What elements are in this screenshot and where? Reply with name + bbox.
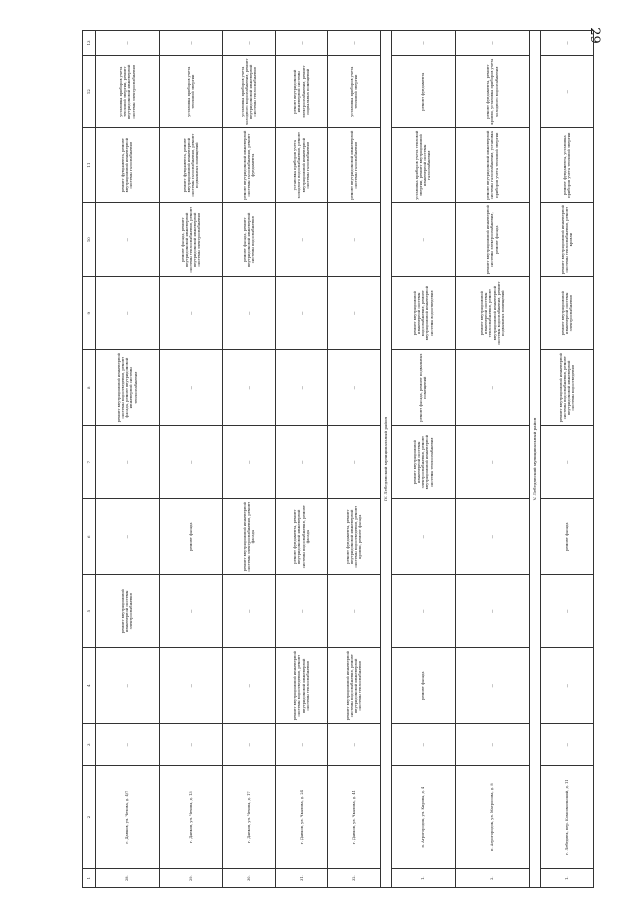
table-cell: ремонт внутридомовой инженерной системы электроснабжения xyxy=(96,575,160,647)
address-cell: п. Агрогородок, ул. Матросова, д. 8 xyxy=(455,765,530,869)
table-cell: — xyxy=(223,724,276,765)
table-cell: ремонт фасада xyxy=(159,498,223,575)
table-cell: ремонт фундамента, ремонт внутридомовой инженерной системы газоснабжения xyxy=(96,128,160,203)
table-cell: — xyxy=(159,426,223,498)
table-cell: — xyxy=(541,575,594,647)
column-header: 8 xyxy=(83,349,96,426)
table-cell: ремонт внутридомовой инженерной системы электроснабжения, ремонт внутридомовой инженерной системы теплоснабжения xyxy=(391,426,455,498)
table-cell: — xyxy=(96,277,160,349)
table-cell: — xyxy=(159,349,223,426)
landscape-sheet xyxy=(82,30,594,888)
address-cell: г. Данков, ул. Чехова, д. 17 xyxy=(223,765,276,869)
table-cell: — xyxy=(275,724,328,765)
table-cell: — xyxy=(455,575,530,647)
table-cell: ремонт внутридомовой инженерной системы электроснабжения, ремонт фасада xyxy=(455,202,530,277)
table-cell: — xyxy=(328,277,381,349)
table-cell: ремонт внутридомовой инженерной системы электроснабжения, ремонт фасада xyxy=(223,498,276,575)
table-cell: — xyxy=(328,426,381,498)
table-cell: — xyxy=(223,349,276,426)
table-cell: — xyxy=(455,724,530,765)
table-cell: ремонт фасада xyxy=(391,647,455,724)
table-cell: ремонт внутридомовой инженерной системы электроснабжения xyxy=(541,277,594,349)
table-cell: ремонт внутридомовой инженерной системы водоснабжения, ремонт внутридомовой инженерной системы водоотведения xyxy=(391,277,455,349)
column-header: 4 xyxy=(83,647,96,724)
address-cell: г. Лебедянь, пер. Комсомольский, д. 11 xyxy=(541,765,594,869)
address-cell: г. Данков, ул. Чкалова, д. 41 xyxy=(328,765,381,869)
column-header: 7 xyxy=(83,426,96,498)
address-cell: г. Данков, ул. Чехова, д. 13 xyxy=(159,765,223,869)
table-cell: — xyxy=(96,31,160,56)
table-cell: ремонт фундамента, ремонт внутридомовой инженерной системы газоснабжения, ремонт подвальных помещений xyxy=(159,128,223,203)
table-cell: ремонт внутридомовой инженерной системы газоснабжения, установка приборов учета тепловой энергии xyxy=(455,128,530,203)
table-cell: ремонт внутридомовой инженерной системы водоотведения, ремонт фасада, ремонт внутридомовой инженерной системы теплоснабжения xyxy=(96,349,160,426)
table-cell: — xyxy=(96,498,160,575)
table-cell: — xyxy=(455,647,530,724)
column-header: 1 xyxy=(83,869,96,888)
page-number: 29 xyxy=(586,27,602,44)
table-cell: ремонт внутридомовой инженерной системы водоснабжения, ремонт внутридомовой инженерной системы теплоснабжения xyxy=(328,647,381,724)
column-header: 3 xyxy=(83,724,96,765)
table-cell: установка приборов учета тепловой энергии xyxy=(328,55,381,127)
table-cell: — xyxy=(159,724,223,765)
address-cell: г. Данков, ул. Чкалова, д. 24 xyxy=(275,765,328,869)
table-cell: установка приборов учета тепловой энергии, ремонт внутридомовой инженерной системы газоснабжения xyxy=(391,128,455,203)
table-cell: — xyxy=(455,349,530,426)
table-cell: — xyxy=(223,575,276,647)
row-number: 1. xyxy=(391,869,455,888)
table-cell: ремонт внутридомовой инженерной системы водоснабжения, ремонт внутридомовой инженерной системы водоотведения xyxy=(541,349,594,426)
section-title: IV. Лебедянский муниципальный район xyxy=(380,31,391,888)
table-cell: ремонт фасада, ремонт подвальных помещений xyxy=(391,349,455,426)
table-cell: — xyxy=(223,277,276,349)
table-cell: ремонт фундамента xyxy=(391,55,455,127)
table-cell: — xyxy=(275,277,328,349)
table-cell: — xyxy=(391,724,455,765)
column-header: 11 xyxy=(83,128,96,203)
table-row xyxy=(159,31,223,888)
table-row xyxy=(275,31,328,888)
row-number: 32. xyxy=(328,869,381,888)
table-cell: — xyxy=(275,575,328,647)
table-cell: — xyxy=(391,31,455,56)
table-cell: установка приборов учета тепловой энергии, ремонт внутридомовой инженерной системы электроснабжения xyxy=(96,55,160,127)
table-cell: установка приборов учета холодного водоснабжения, ремонт внутридомовой инженерной системы теплоснабжения xyxy=(223,55,276,127)
table-cell: — xyxy=(328,349,381,426)
repair-schedule-table xyxy=(82,30,594,888)
table-row xyxy=(391,31,455,888)
table-row xyxy=(223,31,276,888)
column-header: 5 xyxy=(83,575,96,647)
column-number-row xyxy=(83,31,96,888)
column-header: 9 xyxy=(83,277,96,349)
section-header-row xyxy=(530,31,541,888)
address-cell: г. Данков, ул. Чехова, д. 4/7 xyxy=(96,765,160,869)
column-header: 2 xyxy=(83,765,96,869)
table-cell: — xyxy=(159,277,223,349)
table-cell: — xyxy=(275,349,328,426)
row-number: 29. xyxy=(159,869,223,888)
row-number: 2. xyxy=(455,869,530,888)
table-cell: ремонт внутридомовой инженерной системы теплоснабжения, ремонт внутридомовой инженерной системы водоснабжения, ремонт подвальных помещений xyxy=(455,277,530,349)
table-cell: установка приборов учета холодного водоснабжения, ремонт внутридомовой инженерной системы газоснабжения xyxy=(275,128,328,203)
row-number: 28. xyxy=(96,869,160,888)
table-row xyxy=(96,31,160,888)
rotated-table-wrapper xyxy=(82,30,594,888)
table-cell: — xyxy=(275,202,328,277)
table-cell: ремонт фасада, ремонт внутридомовой инженерной системы теплоснабжения, ремонт внутридомовой инженерной системы электроснабжения xyxy=(159,202,223,277)
table-cell: ремонт фундамента, ремонт внутридомовой инженерной системы водоснабжения, ремонт фасада xyxy=(275,498,328,575)
column-header: 6 xyxy=(83,498,96,575)
table-cell: — xyxy=(328,202,381,277)
column-header: 13 xyxy=(83,31,96,56)
row-number: 30. xyxy=(223,869,276,888)
table-cell: ремонт фундамента, установка приборов учета тепловой энергии xyxy=(541,128,594,203)
table-cell: — xyxy=(541,647,594,724)
table-cell: — xyxy=(159,31,223,56)
table-cell: ремонт фундамента, ремонт кровли, установка приборов учета холодного водоснабжения xyxy=(455,55,530,127)
table-cell: — xyxy=(159,575,223,647)
table-cell: ремонт внутридомовой инженерной системы водоотведения, ремонт внутридомовой инженерной системы теплоснабжения xyxy=(275,647,328,724)
table-cell: — xyxy=(455,31,530,56)
table-row xyxy=(455,31,530,888)
table-cell: — xyxy=(541,55,594,127)
table-row xyxy=(328,31,381,888)
table-cell: — xyxy=(328,575,381,647)
table-cell: — xyxy=(455,498,530,575)
column-header: 12 xyxy=(83,55,96,127)
table-cell: — xyxy=(541,724,594,765)
table-cell: — xyxy=(96,202,160,277)
table-cell: — xyxy=(96,724,160,765)
table-cell: — xyxy=(455,426,530,498)
table-cell: — xyxy=(328,724,381,765)
table-cell: — xyxy=(223,426,276,498)
table-cell: — xyxy=(391,498,455,575)
table-row xyxy=(541,31,594,888)
table-cell: — xyxy=(541,426,594,498)
table-cell: — xyxy=(223,647,276,724)
table-cell: — xyxy=(96,426,160,498)
table-cell: — xyxy=(223,31,276,56)
table-cell: ремонт фасада, ремонт внутридомовой инженерной системы водоснабжения xyxy=(223,202,276,277)
table-cell: ремонт фундамента, ремонт внутридомовой инженерной системы водоотведения, ремонт кровли, ремонт фасада xyxy=(328,498,381,575)
table-cell: ремонт внутридомовой инженерной системы электроснабжения, ремонт подвальных помещений xyxy=(275,55,328,127)
row-number: 31. xyxy=(275,869,328,888)
table-cell: ремонт фасада xyxy=(541,498,594,575)
table-cell: — xyxy=(275,31,328,56)
table-cell: — xyxy=(391,202,455,277)
table-cell: — xyxy=(159,647,223,724)
table-cell: — xyxy=(541,31,594,56)
table-cell: ремонт внутридомовой инженерной системы газоснабжения xyxy=(328,128,381,203)
table-cell: — xyxy=(275,426,328,498)
table-cell: ремонт внутридомовой инженерной системы теплоснабжения, ремонт кровли xyxy=(541,202,594,277)
row-number: 1. xyxy=(541,869,594,888)
table-cell: — xyxy=(96,647,160,724)
table-cell: — xyxy=(391,575,455,647)
section-title: V. Лебедянский муниципальный район xyxy=(530,31,541,888)
table-cell: — xyxy=(328,31,381,56)
table-cell: установка приборов учета тепловой энергии xyxy=(159,55,223,127)
table-cell: ремонт внутридомовой инженерной системы газоснабжения, ремонт фундамента xyxy=(223,128,276,203)
section-header-row xyxy=(380,31,391,888)
column-header: 10 xyxy=(83,202,96,277)
address-cell: п. Агрогородок, ул. Кирова, д. 4 xyxy=(391,765,455,869)
